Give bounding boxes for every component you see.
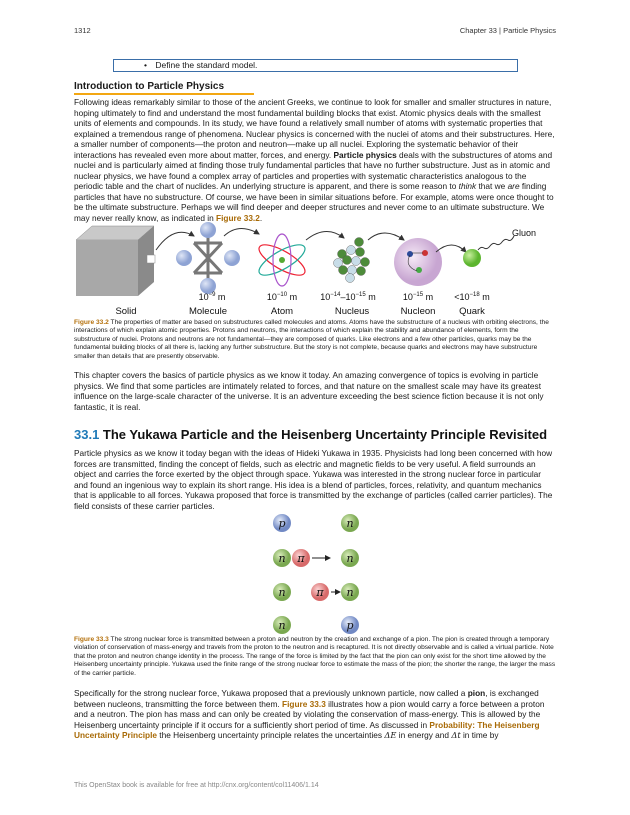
proton-label: p bbox=[346, 619, 354, 632]
page-number: 1312 bbox=[74, 26, 91, 35]
nucleus-name: Nucleus bbox=[334, 306, 370, 317]
figure-33-2-link[interactable]: Figure 33.2 bbox=[216, 212, 260, 223]
nucleon bbox=[394, 238, 442, 286]
section-paragraph: Particle physics as we know it today began with the ideas of Hideki Yukawa in 1935. Physicists had long been concerned with how forces are transmitted, finding the concept of fields, such as electric and magnetic fields to be very useful. A field surrounds an object and carries the force exerted by the object through space. Yukawa was interested in the strong nuclear force in particular and found an ingenious way to explain its short range. His idea is a blend of particles, forces, relativity, and quantum mechanics that is applicable to all forces. Yukawa proposed that force is transmitted by the exchange of particles (called carrier particles). The field consists of these carrier particles. bbox=[74, 448, 553, 511]
nucleon-scale: $10^{-15}$ m bbox=[402, 292, 434, 302]
pion-label: π bbox=[297, 552, 305, 565]
molecule-name: Molecule bbox=[188, 306, 228, 317]
atom bbox=[255, 234, 309, 286]
learning-objectives-box bbox=[113, 59, 518, 72]
figure-33-3-illustration bbox=[260, 512, 370, 634]
solid-name: Solid bbox=[115, 306, 137, 317]
uncertainty-principle-link[interactable]: Probability: The Heisenberg Uncertainty Principle bbox=[74, 719, 540, 740]
figure-33-2-illustration bbox=[74, 222, 556, 318]
atom-scale: $10^{-10}$ m bbox=[266, 292, 298, 302]
atom-name: Atom bbox=[270, 306, 294, 317]
neutron-label: n bbox=[278, 619, 286, 632]
delta-e-symbol: ΔE bbox=[384, 730, 397, 740]
neutron-label: n bbox=[346, 552, 354, 565]
intro-paragraph-2: This chapter covers the basics of particle physics as we know it today. An amazing convergence of topics is evolving in particle physics. We find that some particles are intimately related to forces, and that nature on the smallest scale may have its greatest influence on the large-scale character of the universe. It is an adventure exceeding the best science fiction because it is not only fantastic, it is real. bbox=[74, 370, 544, 412]
nucleus bbox=[334, 238, 370, 283]
intro-heading: Introduction to Particle Physics bbox=[74, 81, 254, 95]
solid-cube bbox=[76, 226, 155, 296]
section-heading: 33.1 The Yukawa Particle and the Heisenberg Uncertainty Principle Revisited bbox=[74, 427, 548, 442]
neutron-label: n bbox=[278, 552, 286, 565]
quark-name: Quark bbox=[459, 306, 485, 317]
objective-item: Define the standard model. bbox=[155, 60, 258, 70]
quark bbox=[463, 236, 514, 267]
quark-scale: $<10^{-18}$ m bbox=[454, 292, 490, 302]
footer-note: This OpenStax book is available for free at http://cnx.org/content/col11406/1.14 bbox=[74, 782, 319, 789]
neutron-label: n bbox=[278, 586, 286, 599]
proton-label: p bbox=[278, 517, 286, 530]
neutron-label: n bbox=[346, 517, 354, 530]
figure-33-3-caption: Figure 33.3 The strong nuclear force is transmitted between a proton and neutron by the creation and exchange of a pion. The pion is created through a temporary violation of conservation of mass-energy and travels from the proton to the neutron and is recaptured. It is not directly observable and is called a virtual particle. Note that the proton and neutron change identity in the process. The range of the force is limited by the fact that the pion can only exist for the short time allowed by the Heisenberg uncertainty principle. Yukawa used the finite range of the strong nuclear force to estimate the mass of the pion; the shorter the range, the larger the mass of the carrier particle. bbox=[74, 636, 556, 677]
chapter-title: Chapter 33 | Particle Physics bbox=[459, 26, 556, 35]
bullet: • bbox=[144, 60, 147, 70]
pion-label: π bbox=[316, 586, 324, 599]
nucleus-scale: $10^{-14}-10^{-15}$ m bbox=[320, 292, 376, 302]
molecule-scale: $10^{-9}$ m bbox=[198, 292, 226, 302]
pion-paragraph: Specifically for the strong nuclear force, Yukawa proposed that a previously unknown particle, now called a pion, is exchanged between nucleons, transmitting the force between them. Figure 33.3 illustrates how a pion would carry a force between a proton and a neutron. The pion has mass and can only be created by violating the conservation of mass-energy. This is allowed by the Heisenberg uncertainty principle if it occurs for a sufficiently short period of time. As discussed in Probability: The Heisenberg Uncertainty Principle the Heisenberg uncertainty principle relates the uncertainties ΔE in energy and Δt in time by bbox=[74, 688, 545, 740]
neutron-label: n bbox=[346, 586, 354, 599]
figure-33-2-caption: Figure 33.2 The properties of matter are based on substructures called molecules and atoms. Atoms have the substructure of a nucleus with orbiting electrons, the interactions of which explain atomic properties. Protons and neutrons, the interactions of which explain the stability and abundance of elements, form the substructure of nuclei. Protons and neutrons are not fundamental—they are composed of quarks. Like electrons and a few other particles, quarks may be the fundamental building blocks of all there is, lacking any further substructure. But the story is not complete, because quarks and electrons may have substructure smaller than details that are presently observable. bbox=[74, 319, 549, 360]
delta-t-symbol: Δt bbox=[451, 730, 461, 740]
figure-33-3-link[interactable]: Figure 33.3 bbox=[282, 698, 326, 709]
nucleon-name: Nucleon bbox=[400, 306, 436, 317]
gluon-label: Gluon bbox=[512, 228, 537, 238]
intro-paragraph-1: Following ideas remarkably similar to those of the ancient Greeks, we continue to look for smaller and smaller structures in nature, hoping ultimately to find and understand the most fundamental building blocks that exist. Atomic physics deals with the smallest units of elements and compounds. In its study, we have found a relatively small number of atoms with systematic properties that explained a tremendous range of phenomena. Nuclear physics is concerned with the nuclei of atoms and their substructures. Here, a smaller number of components—the proton and neutron—make up all nuclei. Exploring the systematic behavior of their interactions has revealed even more about matter, forces, and energy. Particle physics deals with the substructures of atoms and nuclei and is particularly aimed at finding those truly fundamental particles that have no further substructure. Just as in atomic and nuclear physics, we have found a complex array of particles and properties with systematic characteristics analogous to the periodic table and the chart of nuclides. An underlying structure is apparent, and there is some reason to think that we are finding particles that have no substructure. Of course, we have been in similar situations before. For example, atoms were once thought to be the ultimate substructure. Perhaps we will find deeper and deeper structures and never come to an ultimate substructure. We may never really know, as indicated in Figure 33.2. bbox=[74, 97, 555, 223]
